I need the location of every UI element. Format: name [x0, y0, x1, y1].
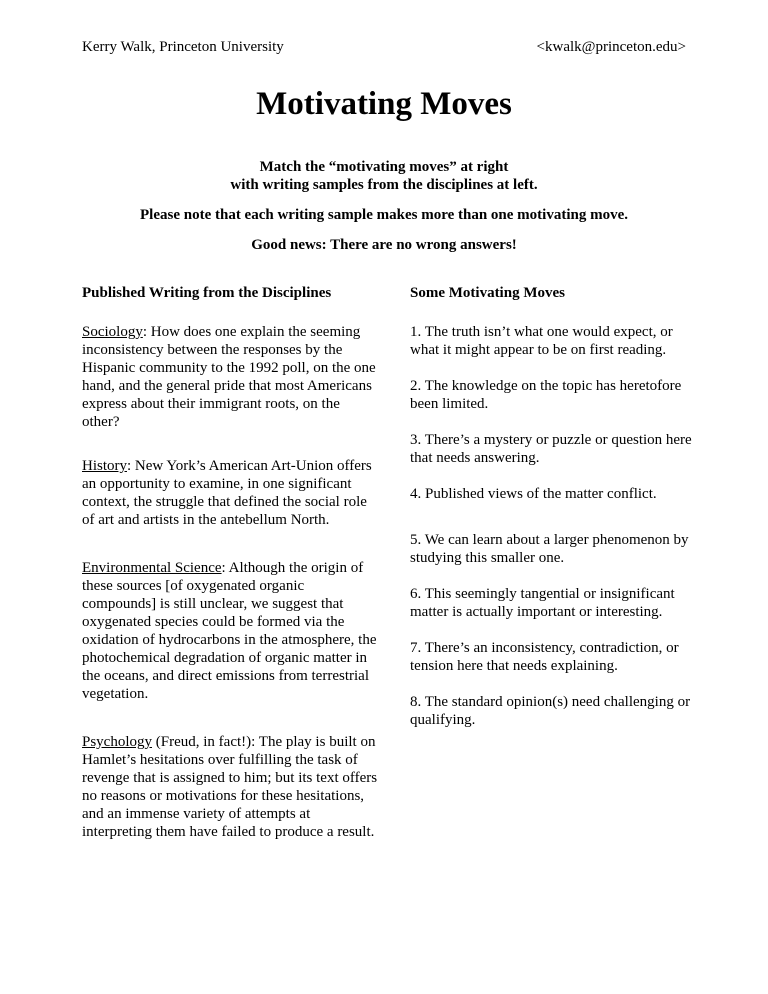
right-heading: Some Motivating Moves [410, 285, 565, 301]
move-item: 7. There’s an inconsistency, contradiction, or tension here that needs explaining. [410, 640, 679, 674]
good-news: Good news: There are no wrong answers! [251, 237, 517, 253]
discipline-label: Psychology [82, 734, 153, 750]
sample-environmental-science [82, 559, 378, 703]
sample-text: (Freud, in fact!): The play is built on Hamlet’s hesitations over fulfilling the task of revenge that is assigned to him; but its text offers no reasons or motivations for these hesitations, and an immense variety of attempts at interpreting them have failed to produce a result. [82, 734, 378, 840]
author-header: Kerry Walk, Princeton University [82, 39, 284, 55]
sample-text: : Although the origin of these sources [of oxygenated organic compounds] is still unclear, we suggest that oxygenated species could be formed via the oxidation of hydrocarbons in the atmosphere, the photochemical degradation of organic matter in the oceans, and direct emissions from terrestrial vegetation. [82, 560, 377, 702]
move-item: 2. The knowledge on the topic has heretofore been limited. [410, 378, 682, 412]
left-heading: Published Writing from the Disciplines [82, 285, 332, 301]
instruction-line: Match the “motivating moves” at right [259, 159, 509, 175]
discipline-label: Sociology [82, 324, 143, 340]
move-item: 1. The truth isn’t what one would expect, or what it might appear to be on first reading. [410, 324, 673, 358]
sample-sociology [82, 323, 378, 431]
move-item: 8. The standard opinion(s) need challenging or qualifying. [410, 694, 691, 728]
sample-text: : New York’s American Art-Union offers an opportunity to examine, in one significant context, the struggle that defined the social role of art and artists in the antebellum North. [82, 458, 372, 528]
discipline-label: Environmental Science [82, 560, 222, 576]
note: Please note that each writing sample makes more than one motivating move. [140, 207, 628, 223]
sample-history [82, 457, 378, 529]
page-title: Motivating Moves [256, 86, 512, 122]
sample-text: : How does one explain the seeming inconsistency between the responses by the Hispanic community to the 1992 poll, on the one hand, and the general pride that most Americans express about their immigrant roots, on the other? [82, 324, 376, 430]
instruction-line: with writing samples from the disciplines at left. [230, 177, 538, 193]
discipline-label: History [82, 458, 127, 474]
move-item: 6. This seemingly tangential or insignificant matter is actually important or interesting. [410, 586, 675, 620]
instructions [0, 158, 768, 194]
sample-psychology [82, 733, 378, 841]
move-item: 3. There’s a mystery or puzzle or question here that needs answering. [410, 432, 692, 466]
motivating-moves-column [410, 284, 700, 747]
move-item: 5. We can learn about a larger phenomenon by studying this smaller one. [410, 532, 689, 566]
email-header: <kwalk@princeton.edu> [536, 39, 686, 55]
move-item: 4. Published views of the matter conflict. [410, 486, 657, 502]
writing-samples-column [82, 284, 378, 867]
